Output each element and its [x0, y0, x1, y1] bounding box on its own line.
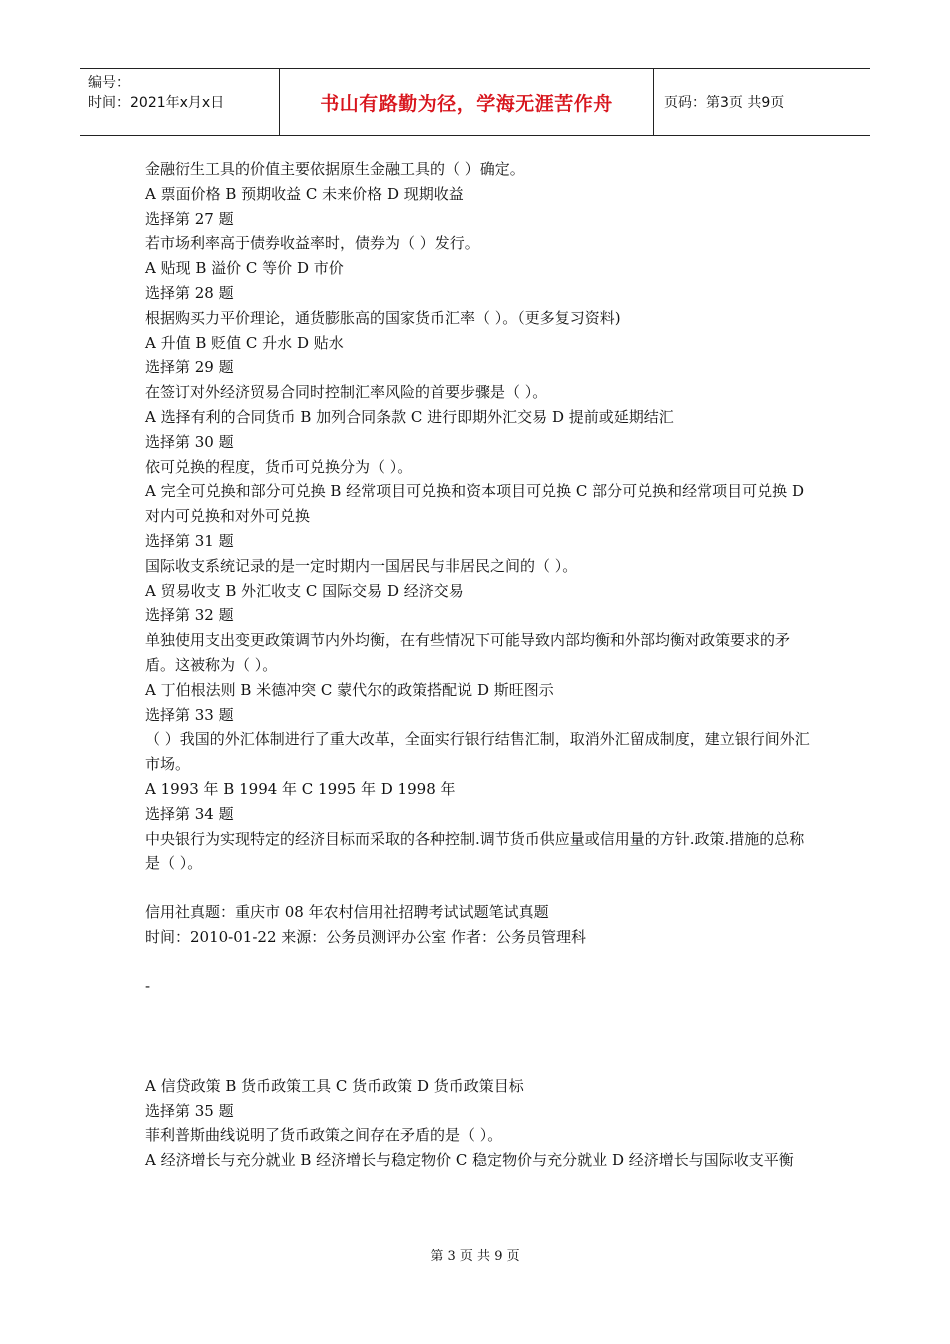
- question-line: 单独使用支出变更政策调节内外均衡，在有些情况下可能导致内部均衡和外部均衡对政策要求的矛盾。这被称为（ ）。: [145, 631, 791, 674]
- question-number: 选择第 33 题: [145, 705, 234, 724]
- source-title: 信用社真题：重庆市 08 年农村信用社招聘考试试题笔试真题: [145, 903, 549, 922]
- question-number: 选择第 35 题: [145, 1101, 234, 1120]
- question-line: 金融衍生工具的价值主要依据原生金融工具的（ ）确定。: [145, 160, 525, 178]
- options-line: A 1993 年 B 1994 年 C 1995 年 D 1998 年: [145, 779, 456, 798]
- options-line: A 完全可兑换和部分可兑换 B 经常项目可兑换和资本项目可兑换 C 部分可兑换和经常项目可兑换 D 对内可兑换和对外可兑换: [145, 482, 804, 526]
- question-number: 选择第 34 题: [145, 804, 234, 823]
- header-page-label: 页码：第3页 共9页: [664, 95, 785, 111]
- question-number: 选择第 27 题: [145, 209, 234, 228]
- separator-dash: -: [145, 976, 151, 995]
- options-line: A 信贷政策 B 货币政策工具 C 货币政策 D 货币政策目标: [145, 1076, 524, 1095]
- question-line: 在签订对外经济贸易合同时控制汇率风险的首要步骤是（ ）。: [145, 383, 548, 402]
- document-body: [145, 157, 810, 1173]
- question-number: 选择第 31 题: [145, 531, 234, 550]
- question-number: 选择第 30 题: [145, 432, 234, 451]
- doc-number-label: 编号：: [88, 75, 130, 91]
- question-line: （ ）我国的外汇体制进行了重大改革，全面实行银行结售汇制，取消外汇留成制度，建立银行间外汇市场。: [145, 730, 810, 774]
- question-line: 菲利普斯曲线说明了货币政策之间存在矛盾的是（ ）。: [145, 1126, 503, 1145]
- options-line: A 贸易收支 B 外汇收支 C 国际交易 D 经济交易: [145, 581, 464, 600]
- options-line: A 经济增长与充分就业 B 经济增长与稳定物价 C 稳定物价与充分就业 D 经济增长与国际收支平衡: [145, 1151, 794, 1170]
- question-number: 选择第 28 题: [145, 283, 234, 302]
- question-number: 选择第 29 题: [145, 358, 234, 377]
- options-line: A 选择有利的合同货币 B 加列合同条款 C 进行即期外汇交易 D 提前或延期结汇: [145, 407, 674, 426]
- options-line: A 票面价格 B 预期收益 C 未来价格 D 现期收益: [145, 184, 464, 203]
- options-line: A 贴现 B 溢价 C 等价 D 市价: [145, 259, 344, 278]
- source-meta: 时间：2010-01-22 来源：公务员测评办公室 作者：公务员管理科: [145, 927, 587, 946]
- options-line: A 升值 B 贬值 C 升水 D 贴水: [145, 333, 344, 352]
- doc-time-label: 时间：2021年x月x日: [88, 95, 225, 111]
- header-meta: [80, 69, 280, 135]
- question-line: 若市场利率高于债券收益率时，债券为（ ）发行。: [145, 234, 480, 253]
- page-header: [80, 68, 870, 136]
- question-line: 国际收支系统记录的是一定时期内一国居民与非居民之间的（ ）。: [145, 556, 578, 575]
- question-line: 依可兑换的程度，货币可兑换分为（ ）。: [145, 457, 413, 476]
- question-number: 选择第 32 题: [145, 606, 234, 625]
- question-line: 根据购买力平价理论，通货膨胀高的国家货币汇率（ ）。（更多复习资料): [145, 308, 621, 327]
- question-line: 中央银行为实现特定的经济目标而采取的各种控制.调节货币供应量或信用量的方针.政策.措施的总称是（ ）。: [145, 829, 805, 873]
- page-footer: 第 3 页 共 9 页: [430, 1249, 520, 1264]
- options-line: A 丁伯根法则 B 米德冲突 C 蒙代尔的政策搭配说 D 斯旺图示: [145, 680, 554, 699]
- header-motto: 书山有路勤为径，学海无涯苦作舟: [280, 69, 654, 135]
